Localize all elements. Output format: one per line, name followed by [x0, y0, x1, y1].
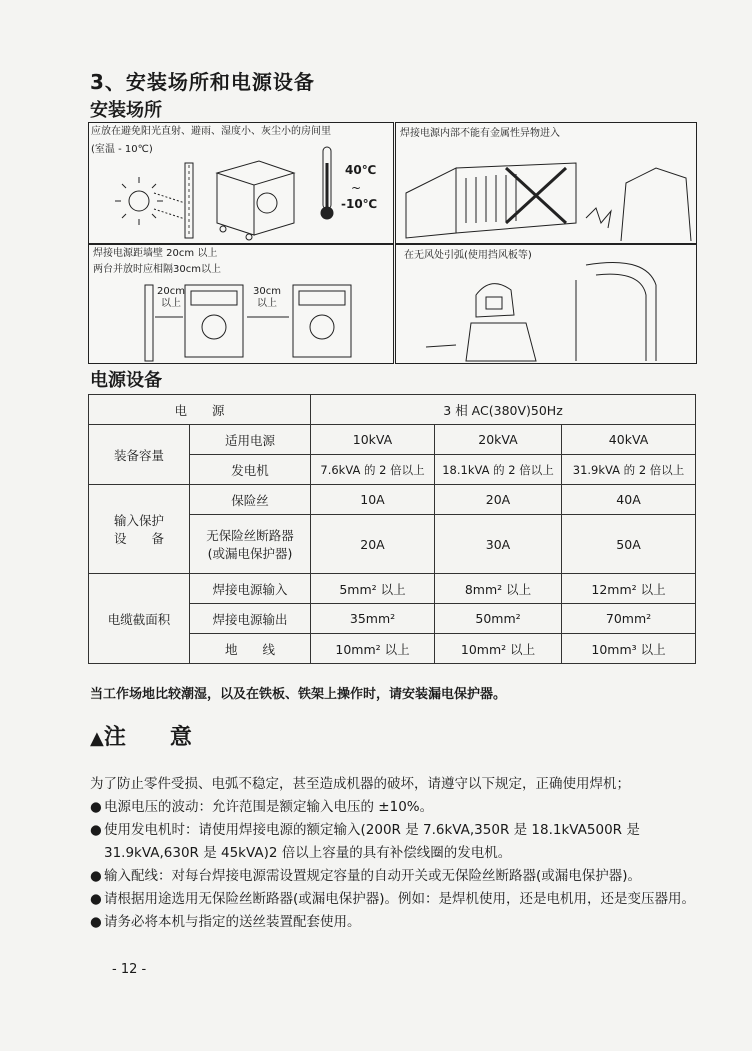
table-row: [89, 395, 696, 425]
caution-list: [90, 796, 710, 934]
caution-intro: 为了防止零件受损、电弧不稳定，甚至造成机器的破坏，请遵守以下规定，正确使用焊机；: [90, 776, 630, 792]
cable-group-label: 电缆截面积: [89, 574, 190, 664]
breaker-cell: 50A: [562, 515, 696, 574]
protection-group-line2: 设 备: [113, 531, 164, 546]
capacity-cell: 20kVA: [435, 425, 562, 455]
welder-person-icon: [466, 284, 536, 361]
protection-group-label: [89, 485, 190, 574]
protection-group-line1: 输入保护: [113, 513, 164, 528]
breaker-cell: 30A: [435, 515, 562, 574]
breaker-line1: 无保险丝断路器: [206, 528, 294, 543]
temp-low: -10℃: [341, 197, 378, 211]
panel1-text: 应放在避免阳光直射、避雨、湿度小、灰尘小的房间里: [91, 126, 331, 137]
welder-machine-icon: [185, 285, 243, 357]
bullet-icon: ●: [90, 799, 102, 815]
install-site-heading: 安装场所: [90, 100, 162, 121]
storage-room-illustration: [89, 123, 393, 243]
bullet-text: 电源电压的波动：允许范围是额定输入电压的 ±10%。: [104, 799, 434, 815]
list-item: [90, 888, 710, 911]
capacity-cell: 10kVA: [311, 425, 435, 455]
page-number: - 12 -: [112, 962, 147, 977]
temp-high: 40℃: [345, 163, 377, 177]
bullet-text: 请根据用途选用无保险丝断路器(或漏电保护器)。例如：是焊机使用，还是电机用，还是变压器用。: [104, 891, 696, 907]
list-item: [90, 911, 710, 934]
generator-cell: 31.9kVA 的 2 倍以上: [562, 455, 696, 485]
fuse-cell: 40A: [562, 485, 696, 515]
fuse-cell: 20A: [435, 485, 562, 515]
breaker-label: [190, 515, 311, 574]
wall-distance-label: 20cm: [157, 286, 185, 297]
applicable-power-label: 适用电源: [190, 425, 311, 455]
welder-machine-icon: [217, 161, 294, 240]
cable-output-cell: 70mm²: [562, 604, 696, 634]
generator-cell: 18.1kVA 的 2 倍以上: [435, 455, 562, 485]
power-table: [88, 394, 696, 664]
panel-windless: [395, 244, 697, 364]
gap-distance-label: 30cm: [253, 286, 281, 297]
list-item: [90, 796, 710, 819]
panel3-text1: 焊接电源距墙壁 20cm 以上: [93, 248, 218, 259]
power-label: 电 源: [89, 395, 311, 425]
power-value: 3 相 AC(380V)50Hz: [311, 395, 696, 425]
windless-illustration: [396, 245, 696, 363]
warning-triangle-icon: ▲: [90, 728, 104, 749]
breaker-cell: 20A: [311, 515, 435, 574]
capacity-cell: 40kVA: [562, 425, 696, 455]
cable-output-cell: 35mm²: [311, 604, 435, 634]
ground-cell: 10mm² 以上: [311, 634, 435, 664]
sun-icon: [115, 177, 163, 225]
bullet-icon: ●: [90, 868, 102, 884]
moisture-note: 当工作场地比较潮湿，以及在铁板、铁架上操作时，请安装漏电保护器。: [90, 687, 507, 702]
breaker-line2: (或漏电保护器): [207, 546, 293, 561]
capacity-group-label: 装备容量: [89, 425, 190, 485]
panel2-text: 焊接电源内部不能有金属性异物进入: [400, 128, 560, 139]
wall-distance-suffix: 以上: [161, 298, 181, 309]
cable-output-cell: 50mm²: [435, 604, 562, 634]
caution-heading: [90, 720, 192, 751]
ground-cell: 10mm³ 以上: [562, 634, 696, 664]
bullet-text: 使用发电机时：请使用焊接电源的额定输入(200R 是 7.6kVA,350R 是 18.1kVA500R 是 31.9kVA,630R 是 45kVA)2 倍以上容量的具有补偿线圈的发电机。: [104, 822, 640, 861]
cable-input-cell: 12mm² 以上: [562, 574, 696, 604]
list-item: [90, 819, 710, 865]
table-row: [89, 485, 696, 515]
thermometer-icon: [321, 147, 333, 219]
ground-cell: 10mm² 以上: [435, 634, 562, 664]
panel-storage-room: [88, 122, 394, 244]
generator-label: 发电机: [190, 455, 311, 485]
cable-input-cell: 5mm² 以上: [311, 574, 435, 604]
panel-no-metal: [395, 122, 697, 244]
spacing-illustration: [89, 245, 393, 363]
table-row: [89, 574, 696, 604]
panel4-text: 在无风处引弧(使用挡风板等): [404, 250, 532, 261]
bullet-text: 请务必将本机与指定的送丝装置配套使用。: [104, 914, 361, 930]
gap-distance-suffix: 以上: [257, 298, 277, 309]
cable-input-label: 焊接电源输入: [190, 574, 311, 604]
section-title: 3、安装场所和电源设备: [90, 70, 315, 94]
fuse-label: 保险丝: [190, 485, 311, 515]
no-metal-illustration: [396, 123, 696, 243]
caution-title: 注 意: [103, 725, 192, 750]
bullet-icon: ●: [90, 891, 102, 907]
list-item: [90, 865, 710, 888]
panel1-temp-note: (室温 - 10℃): [91, 144, 153, 155]
generator-cell: 7.6kVA 的 2 倍以上: [311, 455, 435, 485]
fuse-cell: 10A: [311, 485, 435, 515]
panel3-text2: 两台并放时应相隔30cm以上: [93, 264, 221, 275]
table-row: [89, 425, 696, 455]
bullet-text: 输入配线：对每台焊接电源需设置规定容量的自动开关或无保险丝断路器(或漏电保护器)。: [104, 868, 642, 884]
windscreen-icon: [576, 263, 656, 362]
prohibited-x-icon: [506, 168, 566, 223]
cable-output-label: 焊接电源输出: [190, 604, 311, 634]
welder-machine-icon: [293, 285, 351, 357]
power-equipment-heading: 电源设备: [90, 370, 162, 391]
temp-tilde: ~: [351, 181, 362, 195]
bullet-icon: ●: [90, 822, 102, 838]
ground-label: 地 线: [190, 634, 311, 664]
cable-input-cell: 8mm² 以上: [435, 574, 562, 604]
panel-spacing: [88, 244, 394, 364]
bullet-icon: ●: [90, 914, 102, 930]
